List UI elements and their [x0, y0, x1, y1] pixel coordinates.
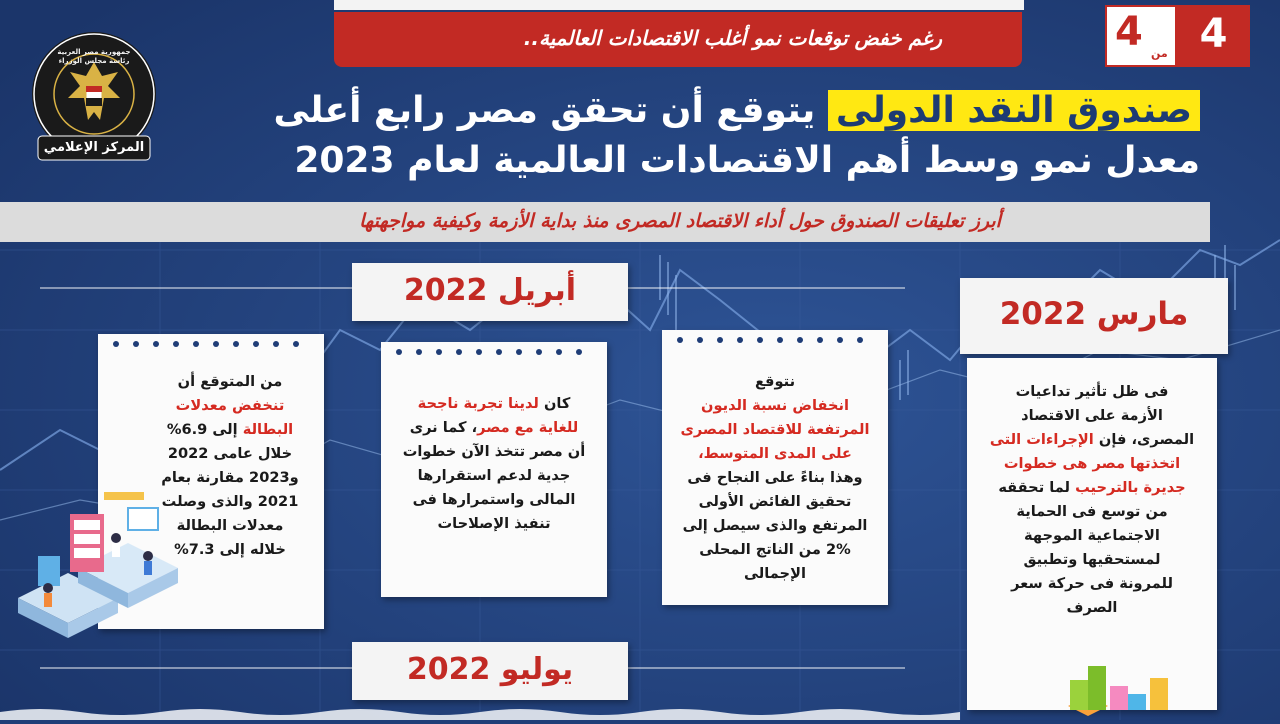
bar-graphic-icon [1058, 656, 1188, 720]
headline-line1 [210, 86, 1200, 136]
card-line: تحقيق الفائض الأولى [698, 493, 852, 510]
card-line: من المتوقع أن [177, 373, 283, 390]
card-text-highlight: لدينا تجربة ناجحة [417, 395, 539, 412]
card-line: تنفيذ الإصلاحات [437, 515, 551, 532]
headline [210, 86, 1200, 186]
card-march-text [977, 380, 1207, 620]
card-line: 2% من الناتج المحلى [699, 541, 851, 558]
card-line: اتخذتها مصر هى خطوات [1003, 455, 1181, 472]
section-label-march [960, 278, 1228, 354]
top-white-strip [334, 0, 1024, 10]
page-total-box [1105, 5, 1177, 67]
subtitle: أبرز تعليقات الصندوق حول أداء الاقتصاد المصرى منذ بداية الأزمة وكيفية مواجهتها [359, 210, 1001, 232]
card-text-highlight: الإجراءات التى [989, 431, 1094, 448]
spiral-holes [381, 342, 607, 368]
page-total: 4 [1115, 9, 1143, 55]
card-line: للمرونة فى حركة سعر [1011, 575, 1173, 592]
card-line: أن مصر تتخذ الآن خطوات [402, 443, 586, 460]
card-line: معدلات البطالة [176, 517, 284, 534]
card-line: نتوقع [754, 373, 796, 390]
card-line: الاجتماعية الموجهة [1024, 527, 1160, 544]
card-line: المالى واستمرارها فى [412, 491, 576, 508]
card-line: و2023 مقارنة بعام [161, 469, 299, 486]
headline-line2: معدل نمو وسط أهم الاقتصادات العالمية لعام 2023 [294, 140, 1200, 181]
card-line: المرتفعة للاقتصاد المصرى [680, 421, 870, 438]
spiral-holes-icon [662, 330, 888, 356]
card-line: الصرف [1066, 599, 1118, 616]
card-text: إلى 6.9% [166, 421, 243, 438]
cabinet-logo [28, 28, 160, 168]
spiral-holes [662, 330, 888, 356]
card-line: خلاله إلى 7.3% [174, 541, 286, 558]
card-text-highlight: جديرة بالترحيب [1075, 479, 1186, 496]
section-label-april [352, 263, 628, 321]
card-april-debt-text [672, 370, 878, 586]
bar-graphic-illustration [1058, 656, 1188, 720]
card-line [977, 428, 1207, 452]
card-line: جدية لدعم استقرارها [417, 467, 571, 484]
card-line: وهذا بناءً على النجاح فى [687, 469, 863, 486]
card-line: المرتفع والذى سيصل إلى [682, 517, 868, 534]
card-line [391, 416, 597, 440]
card-april-debt [662, 330, 888, 605]
card-text: كان [538, 395, 571, 412]
card-line: فى ظل تأثير تداعيات [1015, 383, 1169, 400]
card-line: تنخفض معدلات [175, 397, 285, 414]
card-line: الإجمالى [744, 565, 806, 582]
headline-highlight: صندوق النقد الدولى [828, 90, 1200, 131]
logo-bottom-text: المركز الإعلامي [43, 140, 145, 155]
office-illustration [8, 478, 186, 654]
section-label-july [352, 642, 628, 700]
card-line: من توسع فى الحماية [1016, 503, 1168, 520]
card-line: انخفاض نسبة الديون [701, 397, 849, 414]
card-line: 2021 والذى وصلت [161, 493, 299, 510]
card-line: على المدى المتوسط، [698, 445, 852, 462]
card-text: المصرى، فإن [1093, 431, 1195, 448]
spiral-holes [98, 334, 324, 360]
page-current-box [1177, 5, 1250, 67]
card-line [977, 476, 1207, 500]
headline-line1-rest: يتوقع أن تحقق مصر رابع أعلى [273, 90, 828, 131]
card-text: لما تحققه [998, 479, 1076, 496]
card-april-reforms [381, 342, 607, 597]
section-label-march-text: مارس 2022 [999, 296, 1189, 332]
isometric-office-icon [8, 478, 186, 654]
spiral-holes-icon [381, 342, 607, 368]
card-line: خلال عامى 2022 [167, 445, 293, 462]
card-line: لمستحقيها وتطبيق [1023, 551, 1161, 568]
top-ribbon-text: رغم خفض توقعات نمو أغلب الاقتصادات العالمية.. [523, 26, 942, 50]
section-label-july-text: يوليو 2022 [406, 652, 574, 687]
section-label-april-text: أبريل 2022 [403, 273, 577, 308]
card-text: ، كما نرى [409, 419, 478, 436]
card-text-highlight: للغاية مع مصر [477, 419, 579, 436]
card-line [148, 418, 312, 442]
card-line: الأزمة على الاقتصاد [1021, 407, 1163, 424]
card-line [391, 392, 597, 416]
card-april-reforms-text [391, 392, 597, 536]
spiral-holes-icon [98, 334, 324, 360]
page-current: 4 [1199, 11, 1228, 57]
page-of-word: من [1151, 47, 1168, 60]
logo-ring-text: جمهورية مصر العربية رئاسة مجلس الوزراء [57, 48, 131, 65]
top-ribbon [334, 12, 1022, 67]
card-text-highlight: البطالة [242, 421, 294, 438]
page-indicator [1105, 5, 1250, 67]
